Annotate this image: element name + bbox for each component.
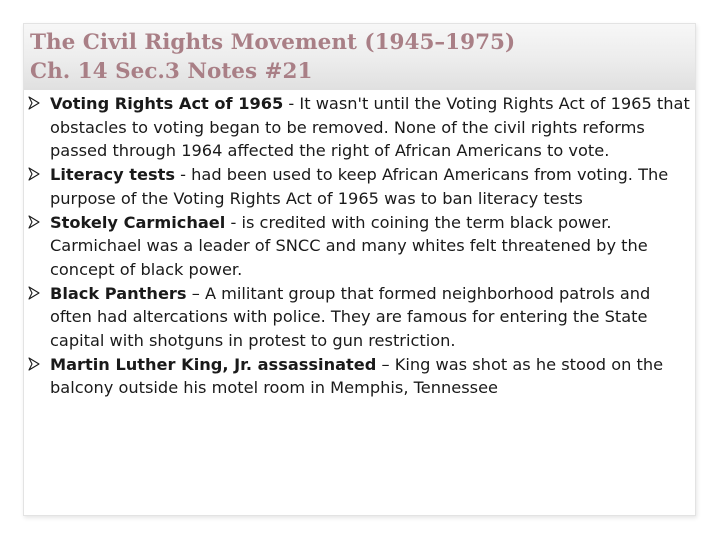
bullet-item-literacy-tests bbox=[28, 163, 692, 210]
bullet-separator: – bbox=[376, 354, 395, 374]
title-line-1: The Civil Rights Movement (1945–1975) bbox=[30, 30, 516, 55]
title-line-2: Ch. 14 Sec.3 Notes #21 bbox=[30, 59, 313, 84]
arrowhead-icon bbox=[28, 215, 40, 229]
bullet-text: King was shot as he stood on the balcony outside his motel room in Memphis, Tennessee bbox=[50, 354, 664, 398]
bullet-term: Martin Luther King, Jr. assassinated bbox=[50, 354, 377, 374]
arrowhead-icon bbox=[28, 96, 40, 110]
bullet-term: Stokely Carmichael bbox=[50, 212, 226, 232]
bullet-text: is credited with coining the term black power. Carmichael was a leader of SNCC and many whites felt threatened by the concept of black power. bbox=[50, 212, 648, 279]
bullet-text: It wasn't until the Voting Rights Act of 1965 that obstacles to voting began to be removed. None of the civil rights reforms passed through 1964 affected the right of African Americans to vote. bbox=[50, 94, 690, 161]
slide-title bbox=[30, 28, 515, 86]
bullet-item-black-panthers bbox=[28, 282, 692, 353]
bullet-text: had been used to keep African Americans from voting. The purpose of the Voting Rights Act of 1965 was to ban literacy tests bbox=[50, 165, 669, 208]
bullet-list bbox=[28, 92, 692, 400]
bullet-separator: - bbox=[283, 94, 300, 113]
bullet-term: Black Panthers bbox=[50, 283, 187, 303]
bullet-item-stokely-carmichael bbox=[28, 211, 692, 282]
bullet-item-voting-rights-act bbox=[28, 92, 692, 163]
arrowhead-icon bbox=[28, 357, 40, 371]
bullet-text: A militant group that formed neighborhood patrols and often had altercations with police. They are famous for entering the State capital with shotguns in protest to gun restriction. bbox=[50, 283, 651, 351]
bullet-separator: – bbox=[186, 283, 205, 303]
bullet-separator: - bbox=[175, 165, 192, 185]
bullet-separator: - bbox=[225, 212, 242, 232]
bullet-term: Voting Rights Act of 1965 bbox=[50, 94, 284, 113]
arrowhead-icon bbox=[28, 167, 40, 181]
bullet-item-mlk-assassinated bbox=[28, 353, 692, 400]
arrowhead-icon bbox=[28, 286, 40, 300]
bullet-term: Literacy tests bbox=[50, 165, 175, 185]
